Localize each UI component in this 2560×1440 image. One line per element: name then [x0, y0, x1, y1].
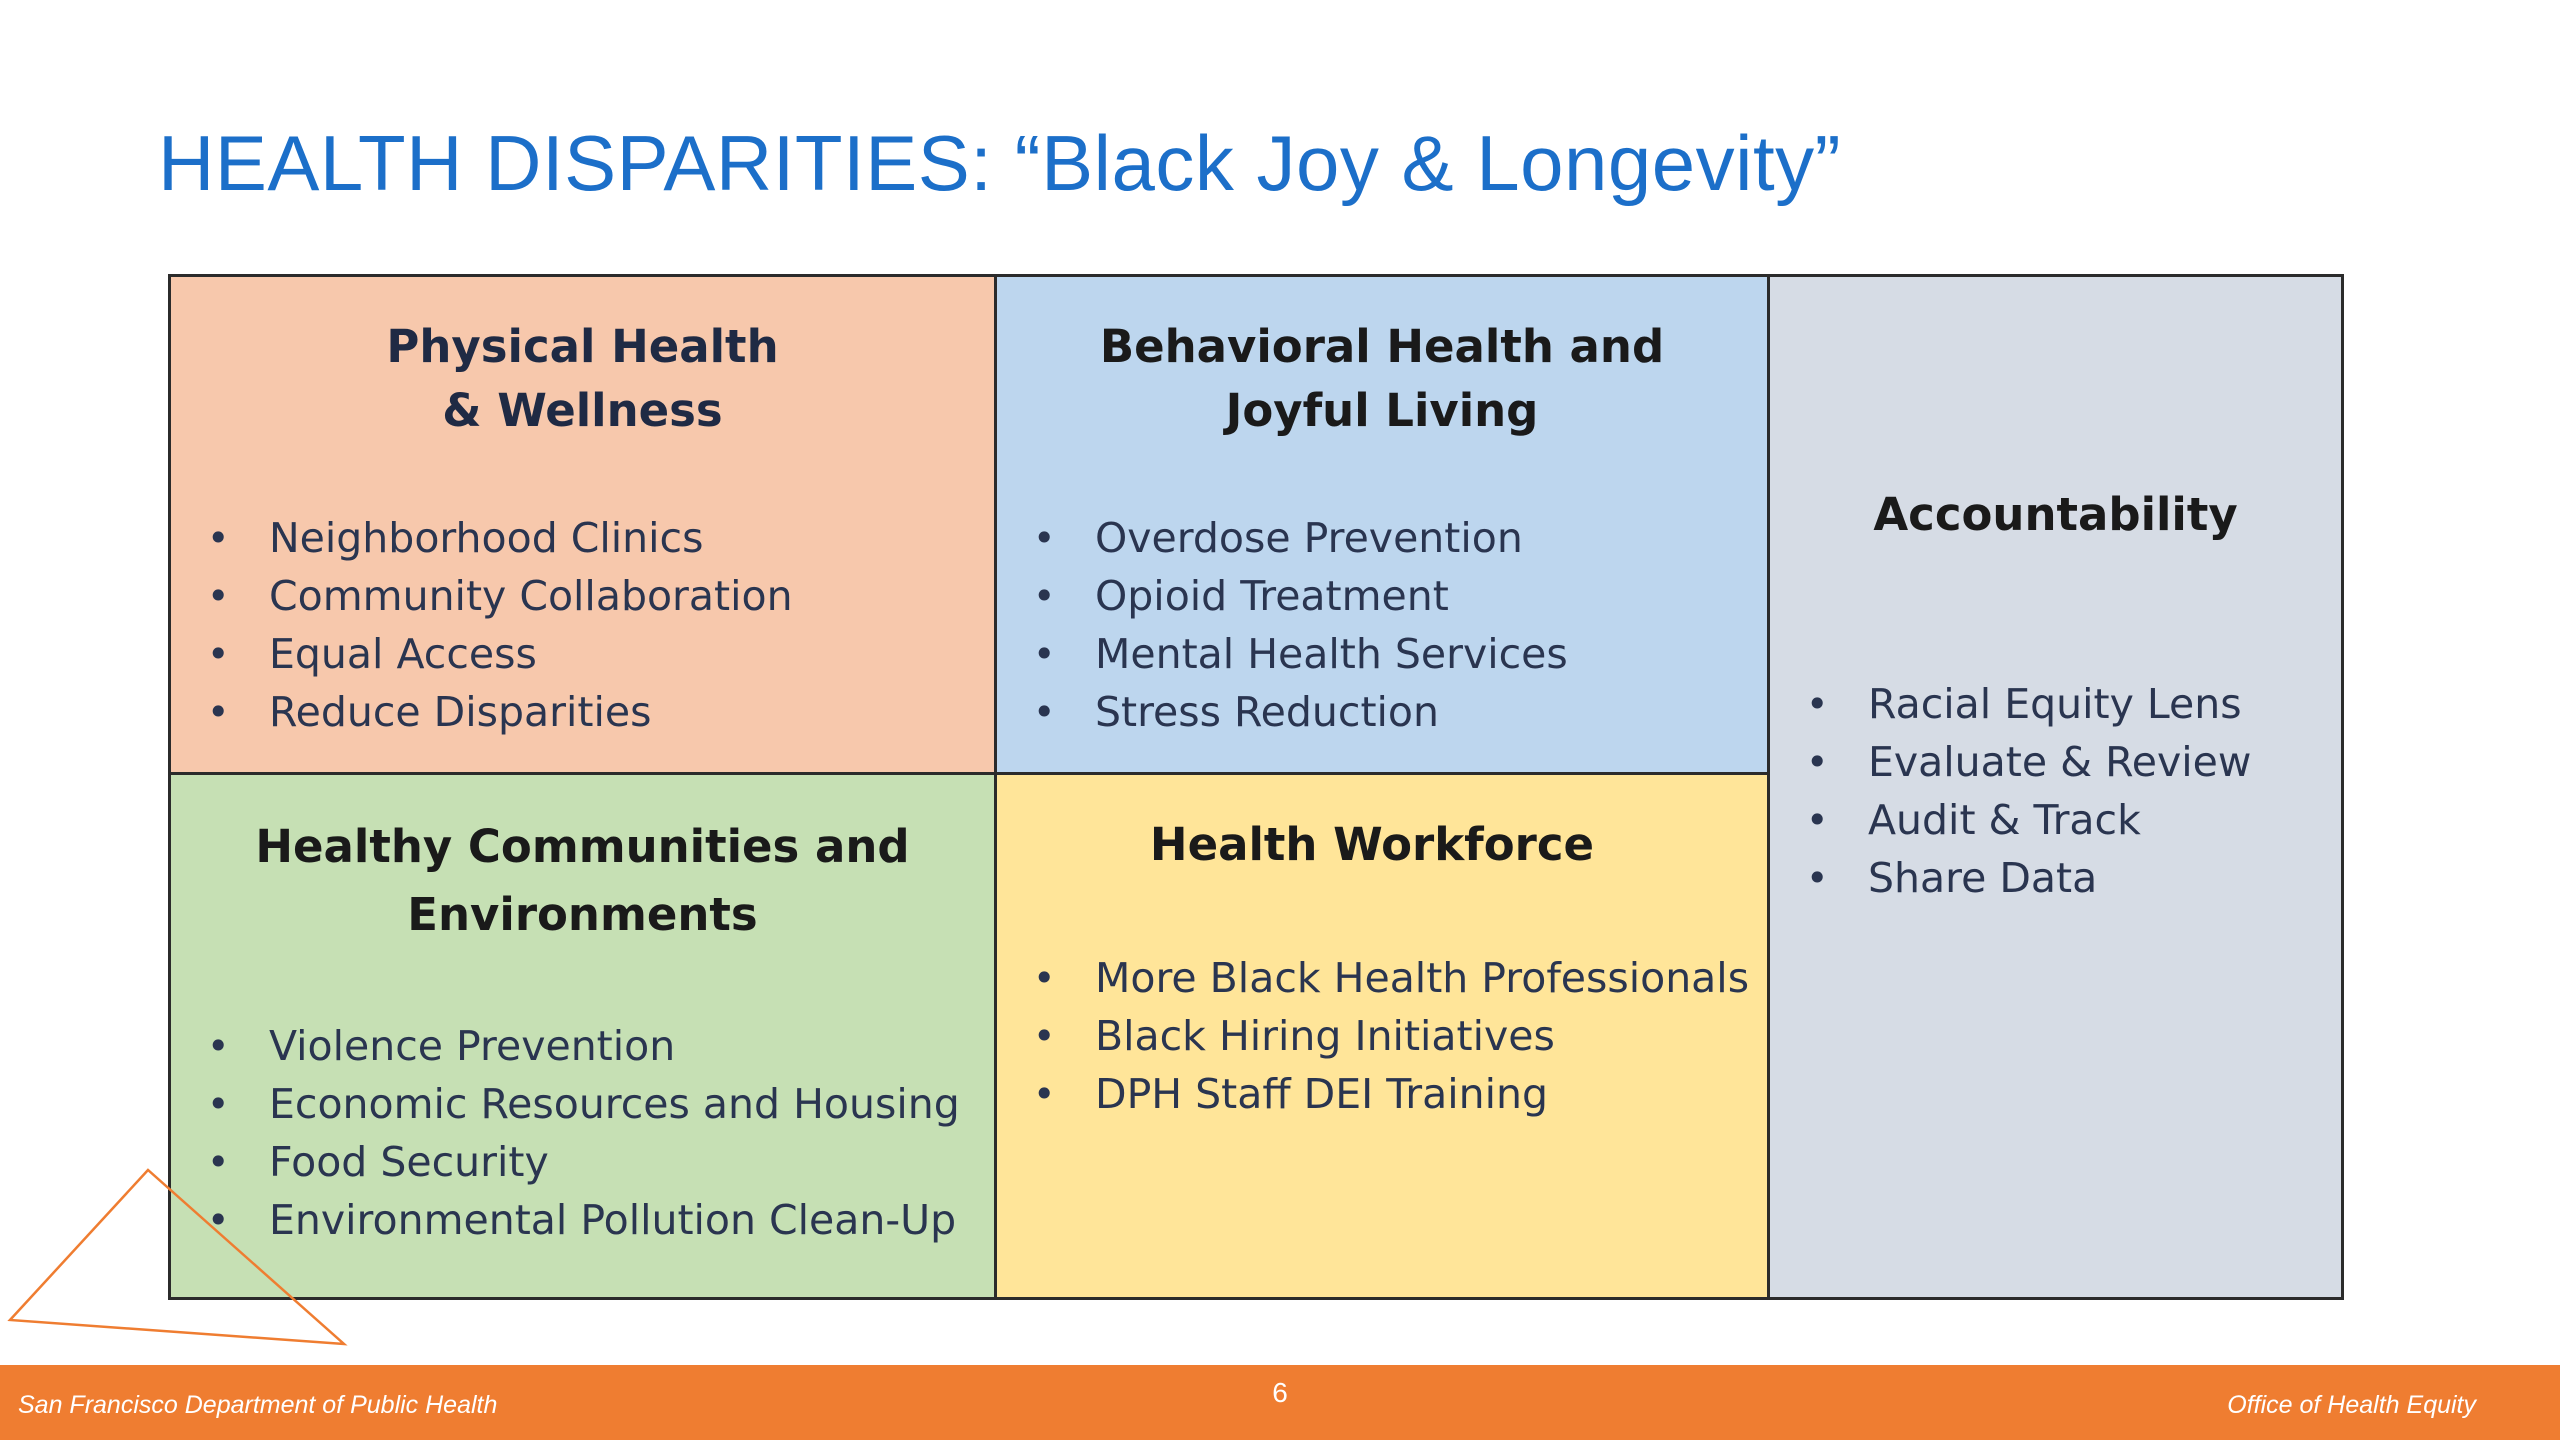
quadrant-health-workforce: [994, 772, 1770, 1300]
quadrant-accountability-title: Accountability: [1873, 488, 2238, 541]
list-item: • Reduce Disparities: [171, 683, 793, 741]
list-item: • Economic Resources and Housing: [171, 1075, 960, 1133]
footer-organization: San Francisco Department of Public Health: [18, 1391, 498, 1419]
quadrant-title-line: Physical Health: [386, 320, 779, 373]
quadrant-title-line: Joyful Living: [1225, 384, 1539, 437]
quadrant-title-line: Behavioral Health and: [1099, 320, 1665, 373]
list-item: • Audit & Track: [1770, 791, 2251, 849]
quadrant-health-workforce-list: [997, 949, 1749, 1123]
quadrant-behavioral-health-list: [997, 509, 1568, 741]
quadrant-title-line: Environments: [407, 888, 758, 941]
list-item: • Neighborhood Clinics: [171, 509, 793, 567]
quadrant-behavioral-health-title: [997, 315, 1767, 443]
quadrant-physical-health-title: [171, 315, 994, 443]
list-item: • Evaluate & Review: [1770, 733, 2251, 791]
quadrant-healthy-communities-title: [171, 813, 994, 949]
strategy-grid: [168, 274, 2344, 1300]
list-item: • Equal Access: [171, 625, 793, 683]
footer-bar: [0, 1365, 2560, 1440]
list-item: • DPH Staff DEI Training: [997, 1065, 1749, 1123]
list-item: • Racial Equity Lens: [1770, 675, 2251, 733]
page-number: 6: [1272, 1377, 1288, 1408]
quadrant-physical-health-list: [171, 509, 793, 741]
quadrant-title-line: Healthy Communities and: [255, 820, 910, 873]
quadrant-accountability-list: [1770, 675, 2251, 907]
list-item: • Stress Reduction: [997, 683, 1568, 741]
decorative-triangle-icon: [0, 1150, 360, 1350]
list-item: • Mental Health Services: [997, 625, 1568, 683]
quadrant-behavioral-health: [994, 274, 1770, 775]
quadrant-physical-health: [168, 274, 997, 775]
list-item: • More Black Health Professionals: [997, 949, 1749, 1007]
list-item: • Violence Prevention: [171, 1017, 960, 1075]
quadrant-accountability: [1767, 274, 2344, 1300]
list-item: • Share Data: [1770, 849, 2251, 907]
slide-title: HEALTH DISPARITIES: “Black Joy & Longevity”: [158, 119, 1842, 207]
list-item: • Overdose Prevention: [997, 509, 1568, 567]
quadrant-title-line: & Wellness: [442, 384, 723, 437]
quadrant-health-workforce-title: Health Workforce: [1149, 818, 1595, 871]
list-item: • Food Security: [171, 1133, 960, 1191]
footer-office: Office of Health Equity: [2227, 1391, 2476, 1419]
list-item: • Environmental Pollution Clean-Up: [171, 1191, 960, 1249]
list-item: • Community Collaboration: [171, 567, 793, 625]
list-item: • Opioid Treatment: [997, 567, 1568, 625]
list-item: • Black Hiring Initiatives: [997, 1007, 1749, 1065]
